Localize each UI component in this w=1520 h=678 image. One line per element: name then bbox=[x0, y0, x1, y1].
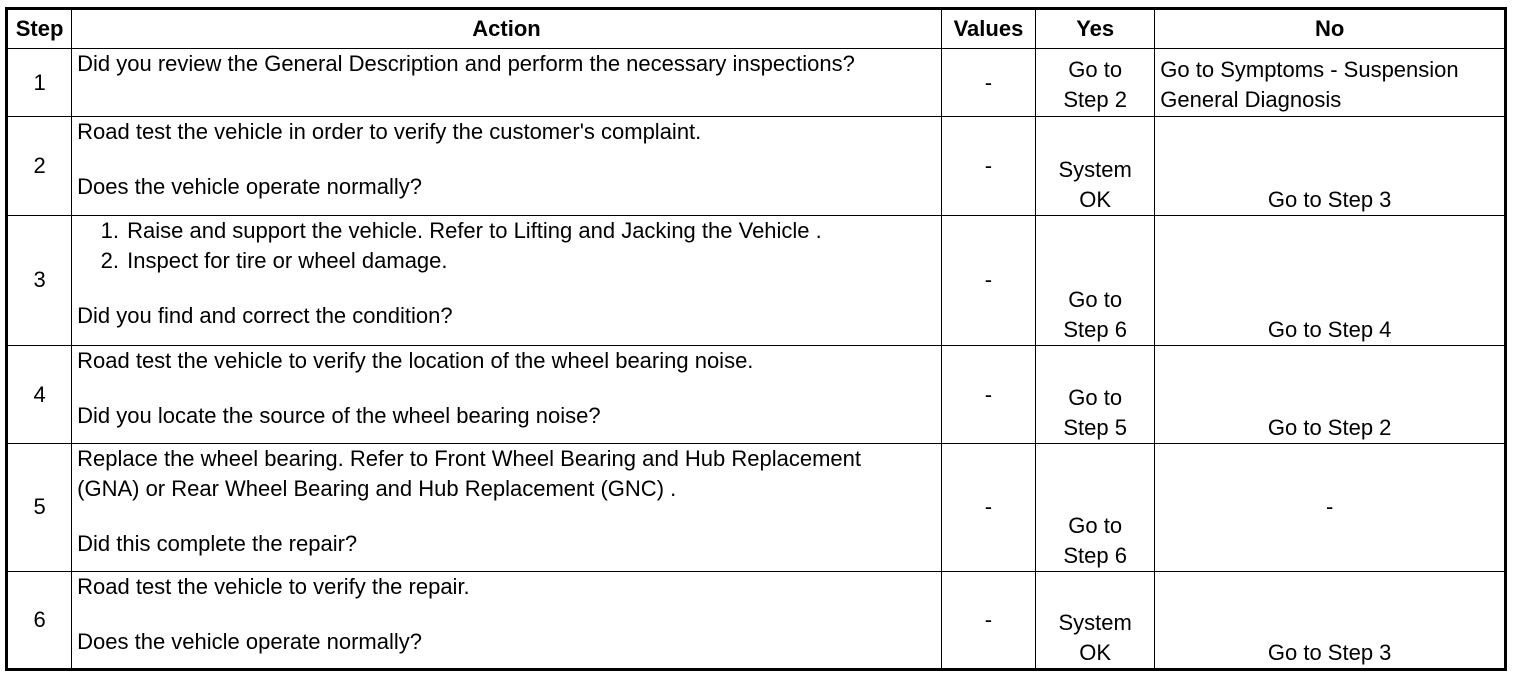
action-text: Replace the wheel bearing. Refer to Front Wheel Bearing and Hub Replacement (GNA) or Rear Wheel Bearing and Hub Replacement (GNC) . bbox=[77, 446, 862, 502]
header-step: Step bbox=[7, 9, 72, 49]
no-cell: Go to Step 2 bbox=[1155, 345, 1506, 443]
yes-cell bbox=[1036, 215, 1155, 345]
table-row bbox=[7, 444, 1506, 571]
yes-line-1: Go to bbox=[1068, 512, 1123, 538]
action-cell bbox=[72, 571, 942, 669]
yes-line-1: Go to bbox=[1068, 286, 1123, 312]
yes-cell bbox=[1036, 345, 1155, 443]
no-line-1: Go to Symptoms - Suspension bbox=[1160, 57, 1459, 82]
values-cell: - bbox=[941, 444, 1035, 571]
yes-line-2: OK bbox=[1079, 186, 1112, 212]
no-cell bbox=[1155, 49, 1506, 117]
no-cell: Go to Step 3 bbox=[1155, 571, 1506, 669]
no-cell: Go to Step 3 bbox=[1155, 117, 1506, 215]
table-row bbox=[7, 215, 1506, 345]
action-cell bbox=[72, 117, 942, 215]
action-text: Road test the vehicle to verify the repair. bbox=[77, 573, 470, 599]
action-text: Did you review the General Description and perform the necessary inspections? bbox=[77, 51, 855, 76]
values-cell: - bbox=[941, 117, 1035, 215]
substep-list bbox=[77, 216, 936, 276]
table-row bbox=[7, 117, 1506, 215]
table-row bbox=[7, 345, 1506, 443]
yes-line-2: Step 2 bbox=[1063, 87, 1127, 112]
yes-cell bbox=[1036, 571, 1155, 669]
values-cell: - bbox=[941, 571, 1035, 669]
no-cell: Go to Step 4 bbox=[1155, 215, 1506, 345]
action-question: Does the vehicle operate normally? bbox=[77, 628, 422, 654]
yes-line-2: Step 5 bbox=[1063, 415, 1127, 441]
table-row bbox=[7, 49, 1506, 117]
step-number: 1 bbox=[7, 49, 72, 117]
action-question: Does the vehicle operate normally? bbox=[77, 174, 422, 200]
header-action: Action bbox=[72, 9, 942, 49]
yes-line-1: Go to bbox=[1068, 385, 1123, 411]
yes-line-2: Step 6 bbox=[1063, 542, 1127, 568]
table-row bbox=[7, 571, 1506, 669]
action-question: Did you find and correct the condition? bbox=[77, 302, 453, 328]
yes-cell bbox=[1036, 117, 1155, 215]
yes-line-1: System bbox=[1058, 610, 1132, 635]
step-number: 2 bbox=[7, 117, 72, 215]
action-text: Road test the vehicle to verify the location of the wheel bearing noise. bbox=[77, 347, 754, 373]
header-row bbox=[7, 9, 1506, 49]
action-cell bbox=[72, 444, 942, 571]
action-question: Did you locate the source of the wheel bearing noise? bbox=[77, 402, 601, 428]
action-cell bbox=[72, 49, 942, 117]
no-line-2: General Diagnosis bbox=[1160, 87, 1342, 112]
yes-cell bbox=[1036, 49, 1155, 117]
header-no: No bbox=[1155, 9, 1506, 49]
values-cell: - bbox=[941, 215, 1035, 345]
diagnostic-table bbox=[5, 7, 1507, 671]
step-number: 6 bbox=[7, 571, 72, 669]
yes-line-2: Step 6 bbox=[1063, 316, 1127, 342]
action-cell bbox=[72, 215, 942, 345]
no-cell: - bbox=[1155, 444, 1506, 571]
action-text: Road test the vehicle in order to verify the customer's complaint. bbox=[77, 119, 702, 145]
substep-item: 1. Raise and support the vehicle. Refer to Lifting and Jacking the Vehicle . bbox=[125, 216, 936, 246]
header-yes: Yes bbox=[1036, 9, 1155, 49]
yes-line-1: Go to bbox=[1068, 57, 1123, 82]
action-cell bbox=[72, 345, 942, 443]
values-cell: - bbox=[941, 49, 1035, 117]
substep-item: 2. Inspect for tire or wheel damage. bbox=[125, 246, 936, 276]
header-values: Values bbox=[941, 9, 1035, 49]
yes-cell bbox=[1036, 444, 1155, 571]
step-number: 3 bbox=[7, 215, 72, 345]
step-number: 5 bbox=[7, 444, 72, 571]
action-question: Did this complete the repair? bbox=[77, 531, 358, 557]
yes-line-2: OK bbox=[1079, 640, 1112, 665]
step-number: 4 bbox=[7, 345, 72, 443]
values-cell: - bbox=[941, 345, 1035, 443]
yes-line-1: System bbox=[1058, 156, 1132, 182]
